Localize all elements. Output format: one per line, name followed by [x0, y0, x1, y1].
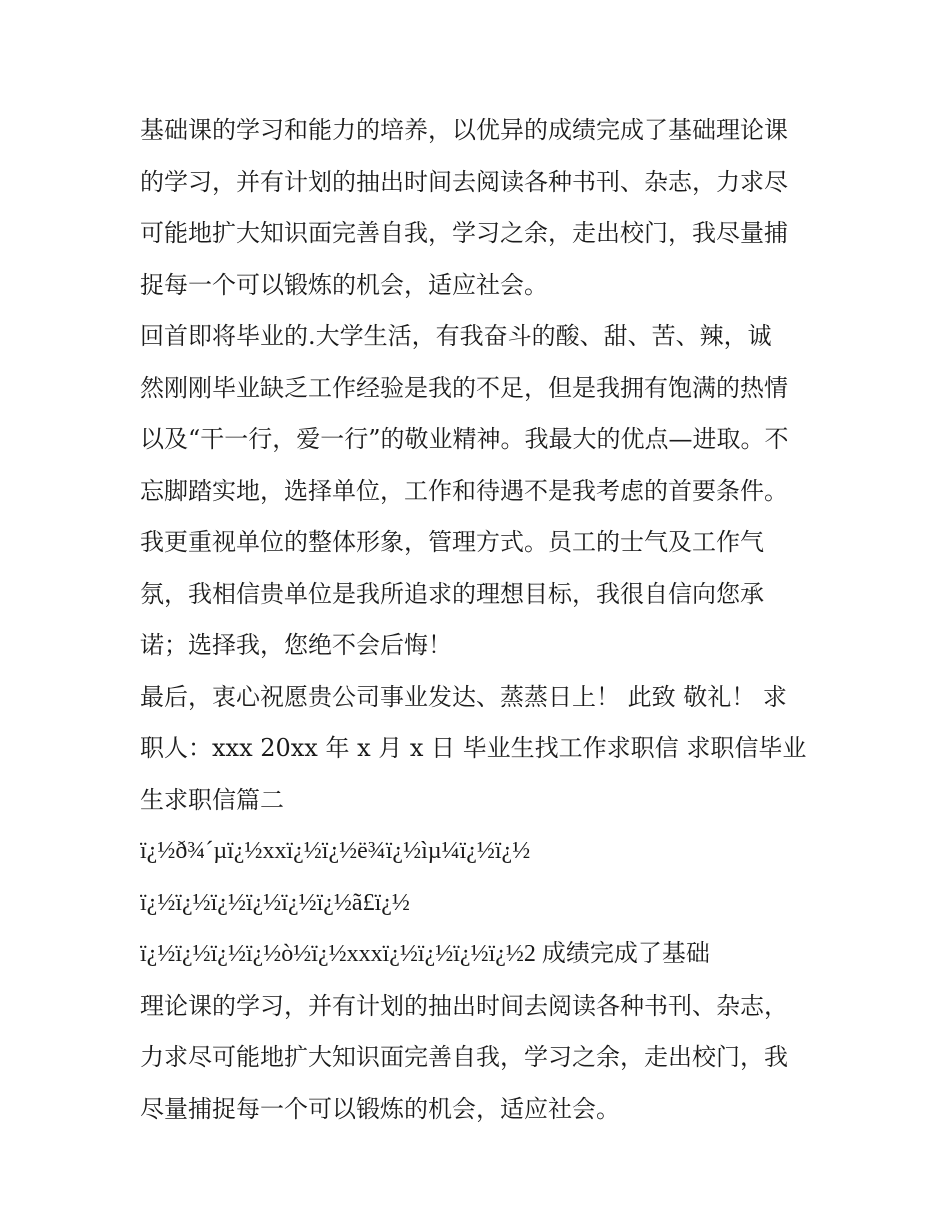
- text-line-5: 回首即将毕业的.大学生活，有我奋斗的酸、甜、苦、辣，诚: [140, 322, 772, 350]
- text-line-20: 尽量捕捉每一个可以锻炼的机会，适应社会。: [140, 1094, 620, 1123]
- garbled-text-line-1: ï¿½ð¾´µï¿½xxï¿½ï¿½ë¾ï¿½ìµ¼ï¿½ï¿½: [140, 838, 531, 864]
- garbled-text-line-2: ï¿½ï¿½ï¿½ï¿½ï¿½ï¿½ã£ï¿½: [140, 889, 410, 916]
- text-line-9: 我更重视单位的整体形象，管理方式。员工的士气及工作气: [140, 528, 764, 556]
- text-line-6: 然刚刚毕业缺乏工作经验是我的不足，但是我拥有饱满的热情: [140, 373, 788, 402]
- text-line-2: 的学习，并有计划的抽出时间去阅读各种书刊、杂志，力求尽: [140, 167, 788, 196]
- text-line-10: 氛，我相信贵单位是我所追求的理想目标，我很自信向您承: [140, 579, 764, 608]
- text-line-19: 力求尽可能地扩大知识面完善自我，学习之余，走出校门，我: [140, 1043, 788, 1071]
- text-line-18: 理论课的学习，并有计划的抽出时间去阅读各种书刊、杂志，: [140, 991, 788, 1020]
- body-text: [140, 105, 820, 1135]
- text-line-11: 诺；选择我，您绝不会后悔！: [140, 631, 452, 659]
- garbled-text-line-3: ï¿½ï¿½ï¿½ï¿½ò½ï¿½xxxï¿½ï¿½ï¿½ï¿½2 成绩完成了基础: [140, 941, 710, 967]
- text-line-8: 忘脚踏实地，选择单位，工作和待遇不是我考虑的首要条件。: [140, 476, 788, 505]
- text-line-14: 生求职信篇二: [140, 785, 284, 814]
- text-line-1: 基础课的学习和能力的培养，以优异的成绩完成了基础理论课: [140, 116, 788, 144]
- text-line-7: 以及“干一行，爱一行”的敬业精神。我最大的优点—进取。不: [140, 425, 789, 453]
- text-line-12: 最后，衷心祝愿贵公司事业发达、蒸蒸日上！ 此致 敬礼！ 求: [140, 682, 787, 711]
- text-line-13: 职人：xxx 20xx 年 x 月 x 日 毕业生找工作求职信 求职信毕业: [140, 734, 807, 762]
- text-line-3: 可能地扩大知识面完善自我，学习之余，走出校门，我尽量捕: [140, 219, 788, 247]
- text-line-4: 捉每一个可以锻炼的机会，适应社会。: [140, 270, 548, 299]
